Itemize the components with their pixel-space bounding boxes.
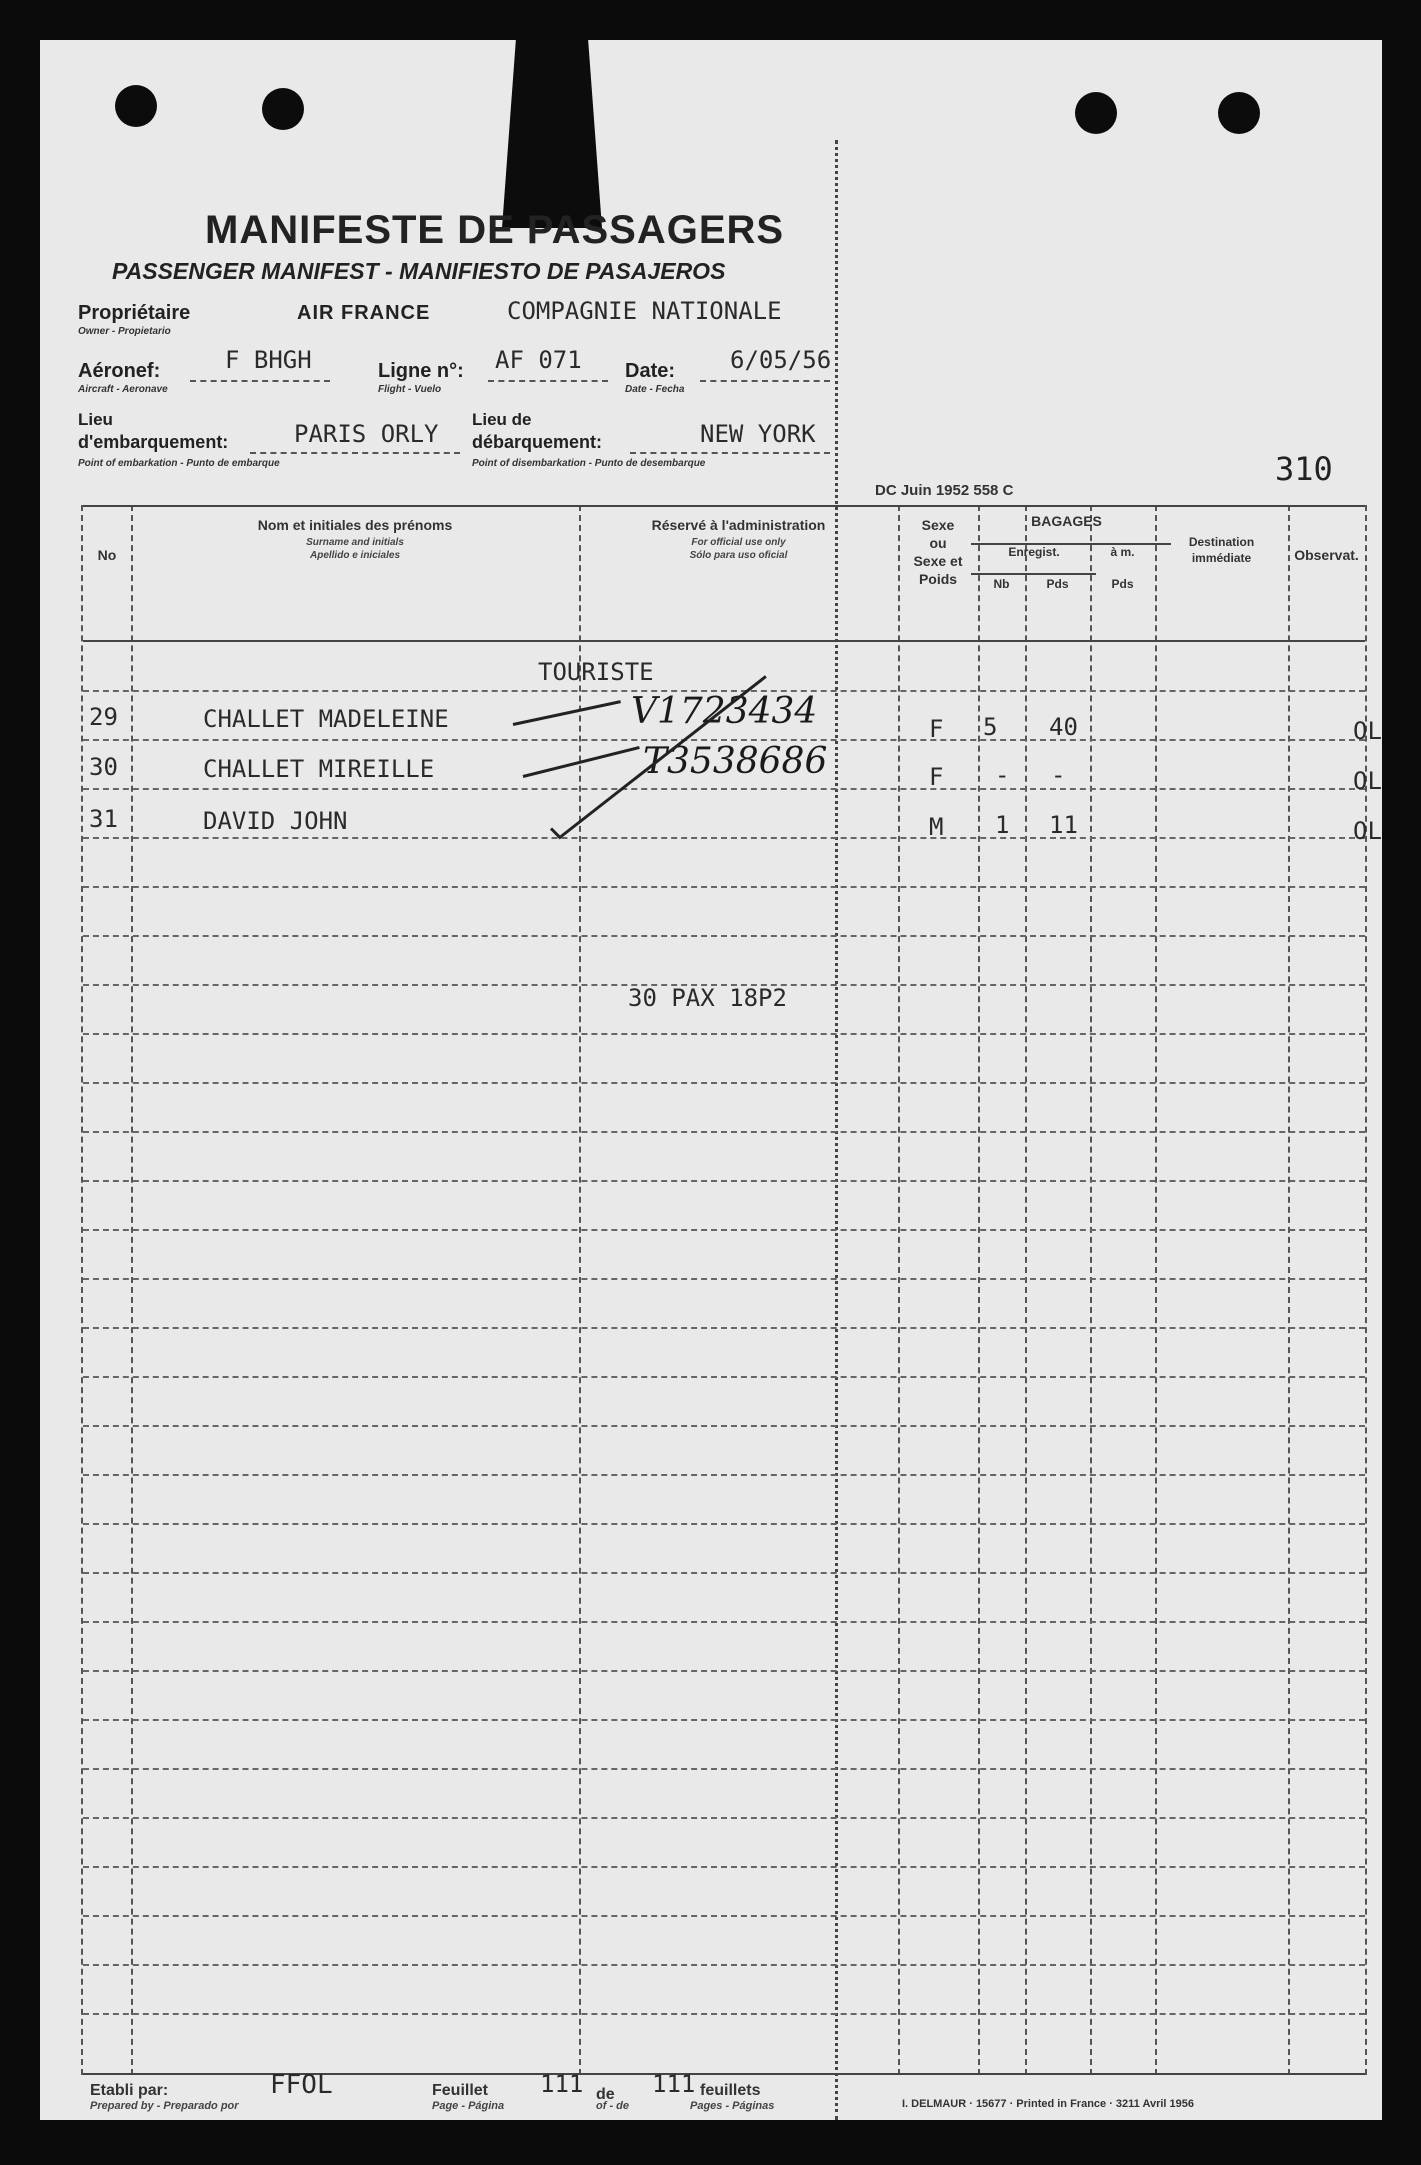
col-header-sex-2: ou	[929, 535, 947, 551]
total-sheets-value: 111	[652, 2070, 696, 2098]
printer-imprint: I. DELMAUR · 15677 · Printed in France · 3211 Avril 1956	[902, 2098, 1195, 2110]
col-header-hand-pds: Pds	[1111, 577, 1134, 591]
binder-hole	[262, 88, 304, 130]
col-header-sex-4: Poids	[918, 571, 958, 587]
disembark-label-line2: débarquement:	[472, 432, 603, 452]
col-header-name-sub2: Apellido e iniciales	[309, 550, 401, 561]
manifest-sheet	[40, 40, 1382, 2120]
passenger-obs: OL	[1353, 817, 1382, 845]
date-value: 6/05/56	[730, 346, 832, 374]
col-header-admin-sub1: For official use only	[691, 537, 786, 548]
passenger-bag-nb: 5	[983, 713, 998, 741]
flight-value: AF 071	[495, 346, 582, 374]
binder-hole	[1218, 92, 1260, 134]
flight-label: Ligne n°:	[378, 360, 464, 382]
aircraft-value: F BHGH	[225, 346, 312, 374]
passenger-admin: V1723434	[631, 691, 818, 732]
manifest-subtitle: PASSENGER MANIFEST - MANIFIESTO DE PASAJEROS	[112, 258, 726, 284]
owner-typed-value: COMPAGNIE NATIONALE	[507, 297, 782, 325]
sheets-label: feuillets	[700, 2082, 761, 2099]
embark-sublabel: Point of embarkation - Punto de embarque	[78, 458, 280, 469]
col-header-hand: à m.	[1110, 545, 1135, 559]
col-header-dest-2: immédiate	[1191, 551, 1252, 565]
passenger-bag-nb: -	[995, 761, 1010, 789]
binder-hole	[115, 85, 157, 127]
col-header-name-sub1: Surname and initials	[306, 537, 404, 548]
passenger-obs: OL	[1353, 717, 1382, 745]
passenger-sex: F	[929, 763, 944, 791]
col-header-admin: Réservé à l'administration	[651, 517, 826, 533]
sheet-value: 111	[540, 2070, 584, 2098]
sheet-sublabel: Page - Página	[432, 2100, 505, 2112]
page-number: 310	[1275, 450, 1333, 488]
prepared-by-sublabel: Prepared by - Preparado por	[90, 2100, 239, 2112]
owner-label: Propriétaire	[78, 302, 191, 324]
disembark-sublabel: Point of disembarkation - Punto de desembarque	[472, 458, 706, 469]
sheets-sublabel: Pages - Páginas	[690, 2100, 775, 2112]
passenger-bag-nb: 1	[995, 811, 1010, 839]
class-note: TOURISTE	[538, 658, 654, 686]
disembark-label-line1: Lieu de	[472, 410, 532, 429]
col-header-obs: Observat.	[1294, 547, 1359, 563]
passenger-bag-pds: -	[1051, 761, 1066, 789]
col-header-no: No	[97, 547, 117, 563]
prepared-by-value: FFOL	[270, 2070, 333, 2100]
col-header-name: Nom et initiales des prénoms	[257, 517, 453, 533]
passenger-sex: F	[929, 715, 944, 743]
check-mark	[513, 700, 621, 726]
owner-printed-value: AIR FRANCE	[297, 302, 431, 324]
embark-label-line2: d'embarquement:	[78, 432, 229, 452]
owner-sublabel: Owner - Propietario	[78, 326, 171, 337]
manifest-title: MANIFESTE DE PASSAGERS	[205, 208, 785, 252]
embark-label-line1: Lieu	[78, 410, 113, 429]
prepared-by-label: Etabli par:	[90, 2082, 169, 2099]
passenger-no: 31	[89, 805, 118, 833]
date-sublabel: Date - Fecha	[625, 384, 685, 395]
of-label: de	[596, 2086, 615, 2103]
col-header-registered: Enregist.	[1008, 545, 1060, 559]
passenger-bag-pds: 40	[1049, 713, 1078, 741]
passenger-name: DAVID JOHN	[203, 807, 348, 835]
disembark-value: NEW YORK	[700, 420, 816, 448]
passenger-bag-pds: 11	[1049, 811, 1078, 839]
passenger-table	[81, 505, 1382, 2075]
flight-sublabel: Flight - Vuelo	[378, 384, 442, 395]
binder-tab	[502, 40, 602, 228]
form-code: DC Juin 1952 558 C	[875, 482, 1014, 499]
col-header-admin-sub2: Sólo para uso oficial	[689, 550, 788, 561]
col-header-pds: Pds	[1046, 577, 1069, 591]
col-header-sex-3: Sexe et	[913, 553, 963, 569]
col-header-nb: Nb	[993, 577, 1010, 591]
check-mark	[523, 746, 640, 778]
passenger-name: CHALLET MIREILLE	[203, 755, 435, 783]
date-label: Date:	[625, 360, 676, 382]
passenger-no: 30	[89, 753, 118, 781]
binder-hole	[1075, 92, 1117, 134]
passenger-admin: T3538686	[643, 741, 828, 782]
passenger-obs: OL	[1353, 767, 1382, 795]
col-header-baggage: BAGAGES	[1031, 513, 1102, 529]
aircraft-sublabel: Aircraft - Aeronave	[78, 384, 168, 395]
embark-value: PARIS ORLY	[294, 420, 439, 448]
aircraft-label: Aéronef:	[78, 360, 161, 382]
summary-note: 30 PAX 18P2	[628, 984, 787, 1012]
passenger-no: 29	[89, 703, 118, 731]
col-header-sex-1: Sexe	[921, 517, 955, 533]
sheet-label: Feuillet	[432, 2082, 489, 2099]
of-sublabel: of - de	[596, 2100, 629, 2112]
col-header-dest: Destination	[1188, 535, 1255, 549]
passenger-name: CHALLET MADELEINE	[203, 705, 449, 733]
passenger-sex: M	[929, 813, 944, 841]
